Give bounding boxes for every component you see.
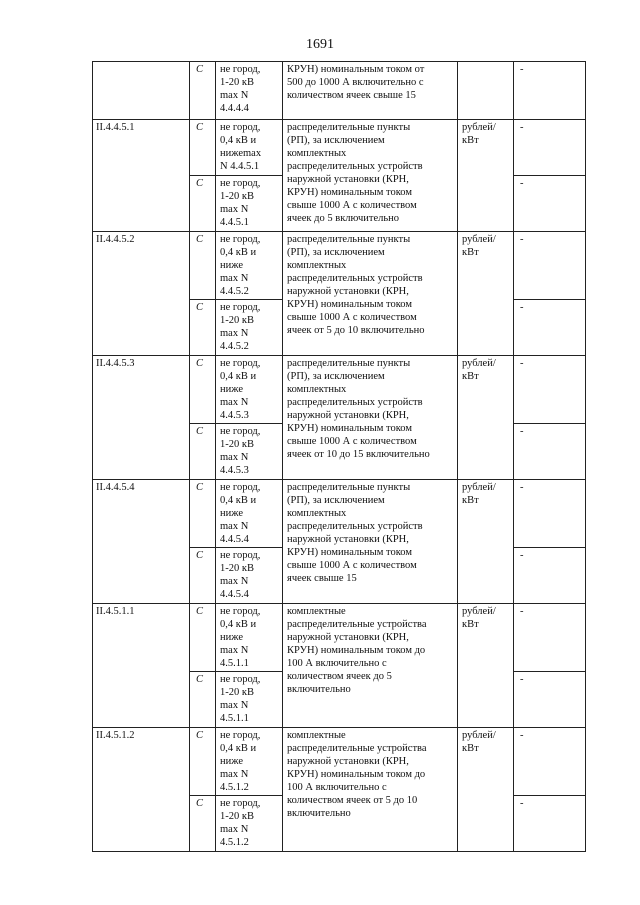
description-cell: распределительные пункты (РП), за исключением комплектных распределительных устройств наружной установки (КРН, КРУН) номинальным током свыше 1000 А с количеством ячеек свыше 15: [283, 480, 458, 604]
table-row: [93, 728, 586, 796]
value-cell: -: [514, 424, 586, 480]
value-cell: -: [514, 604, 586, 672]
value-cell: -: [514, 356, 586, 424]
page-number: 1691: [306, 37, 334, 52]
item-code-cell: II.4.4.5.4: [93, 480, 190, 604]
voltage-level-cell: не город, 0,4 кВ и нижеmax N 4.4.5.1: [216, 120, 283, 176]
voltage-level-cell: не город, 0,4 кВ и ниже max N 4.5.1.2: [216, 728, 283, 796]
description-cell: распределительные пункты (РП), за исключением комплектных распределительных устройств наружной установки (КРН, КРУН) номинальным током свыше 1000 А с количеством ячеек от 10 до 15 включительно: [283, 356, 458, 480]
unit-cell: рублей/ кВт: [458, 356, 514, 480]
tariff-table: [92, 61, 586, 852]
category-cell: С: [190, 796, 216, 852]
description-cell: распределительные пункты (РП), за исключением комплектных распределительных устройств наружной установки (КРН, КРУН) номинальным током свыше 1000 А с количеством ячеек до 5 включительно: [283, 120, 458, 232]
table-row: [93, 232, 586, 300]
value-cell: -: [514, 728, 586, 796]
item-code-cell: II.4.5.1.1: [93, 604, 190, 728]
voltage-level-cell: не город, 1-20 кВ max N 4.4.5.3: [216, 424, 283, 480]
item-code-cell: [93, 62, 190, 120]
item-code-cell: II.4.4.5.3: [93, 356, 190, 480]
voltage-level-cell: не город, 0,4 кВ и ниже max N 4.4.5.2: [216, 232, 283, 300]
unit-cell: рублей/ кВт: [458, 604, 514, 728]
description-cell: комплектные распределительные устройства наружной установки (КРН, КРУН) номинальным током до 100 А включительно с количеством ячеек до 5 включительно: [283, 604, 458, 728]
voltage-level-cell: не город, 1-20 кВ max N 4.4.5.4: [216, 548, 283, 604]
tariff-table-body: [93, 62, 586, 852]
voltage-level-cell: не город, 1-20 кВ max N 4.4.4.4: [216, 62, 283, 120]
table-row: [93, 480, 586, 548]
item-code-cell: II.4.5.1.2: [93, 728, 190, 852]
table-row: [93, 356, 586, 424]
value-cell: -: [514, 120, 586, 176]
category-cell: С: [190, 176, 216, 232]
category-cell: С: [190, 548, 216, 604]
value-cell: -: [514, 300, 586, 356]
value-cell: -: [514, 672, 586, 728]
voltage-level-cell: не город, 0,4 кВ и ниже max N 4.4.5.4: [216, 480, 283, 548]
value-cell: -: [514, 232, 586, 300]
value-cell: -: [514, 548, 586, 604]
unit-cell: рублей/ кВт: [458, 120, 514, 232]
category-cell: С: [190, 300, 216, 356]
category-cell: С: [190, 120, 216, 176]
value-cell: -: [514, 62, 586, 120]
category-cell: С: [190, 728, 216, 796]
voltage-level-cell: не город, 1-20 кВ max N 4.5.1.1: [216, 672, 283, 728]
description-cell: КРУН) номинальным током от 500 до 1000 А включительно с количеством ячеек свыше 15: [283, 62, 458, 120]
voltage-level-cell: не город, 1-20 кВ max N 4.4.5.1: [216, 176, 283, 232]
table-row: [93, 604, 586, 672]
item-code-cell: II.4.4.5.1: [93, 120, 190, 232]
category-cell: С: [190, 424, 216, 480]
item-code-cell: II.4.4.5.2: [93, 232, 190, 356]
category-cell: С: [190, 672, 216, 728]
unit-cell: рублей/ кВт: [458, 480, 514, 604]
voltage-level-cell: не город, 0,4 кВ и ниже max N 4.5.1.1: [216, 604, 283, 672]
value-cell: -: [514, 176, 586, 232]
table-row: [93, 62, 586, 120]
category-cell: С: [190, 604, 216, 672]
unit-cell: рублей/ кВт: [458, 232, 514, 356]
value-cell: -: [514, 796, 586, 852]
voltage-level-cell: не город, 1-20 кВ max N 4.5.1.2: [216, 796, 283, 852]
value-cell: -: [514, 480, 586, 548]
unit-cell: рублей/ кВт: [458, 728, 514, 852]
table-row: [93, 120, 586, 176]
category-cell: С: [190, 356, 216, 424]
voltage-level-cell: не город, 1-20 кВ max N 4.4.5.2: [216, 300, 283, 356]
category-cell: С: [190, 62, 216, 120]
description-cell: комплектные распределительные устройства наружной установки (КРН, КРУН) номинальным током до 100 А включительно с количеством ячеек от 5 до 10 включительно: [283, 728, 458, 852]
unit-cell: [458, 62, 514, 120]
voltage-level-cell: не город, 0,4 кВ и ниже max N 4.4.5.3: [216, 356, 283, 424]
category-cell: С: [190, 232, 216, 300]
description-cell: распределительные пункты (РП), за исключением комплектных распределительных устройств наружной установки (КРН, КРУН) номинальным током свыше 1000 А с количеством ячеек от 5 до 10 включительно: [283, 232, 458, 356]
category-cell: С: [190, 480, 216, 548]
